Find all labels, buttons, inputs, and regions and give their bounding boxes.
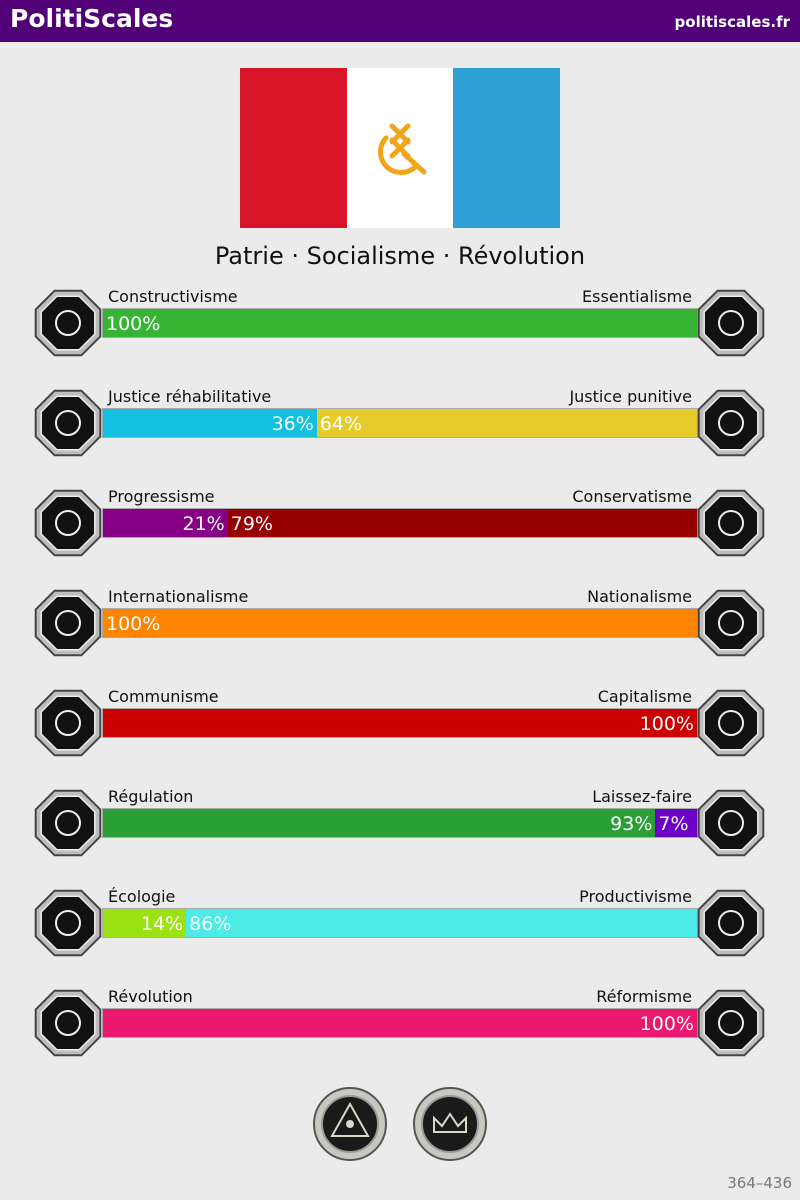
axis-bar bbox=[102, 708, 698, 738]
axis-bar bbox=[102, 808, 698, 838]
plant-icon bbox=[32, 887, 104, 959]
axis-right-label: Capitalisme bbox=[597, 687, 692, 706]
axis-left-segment bbox=[103, 509, 228, 537]
axis-bar bbox=[102, 608, 698, 638]
axis-right-segment bbox=[228, 509, 697, 537]
axis-right-percent: 100% bbox=[639, 713, 694, 735]
fist-icon bbox=[32, 987, 104, 1059]
axis-left-percent: 14% bbox=[140, 913, 184, 935]
axis-bar bbox=[102, 408, 698, 438]
axis-left-percent: 100% bbox=[106, 613, 161, 635]
axis-row bbox=[0, 287, 800, 367]
axis-left-label: Communisme bbox=[108, 687, 219, 706]
axis-row bbox=[0, 387, 800, 467]
axis-right-label: Laissez-faire bbox=[592, 787, 692, 806]
axis-right-segment bbox=[103, 709, 697, 737]
crown-badge-icon[interactable] bbox=[412, 1086, 488, 1162]
axis-row bbox=[0, 987, 800, 1067]
result-flag bbox=[240, 68, 560, 228]
axis-right-label: Productivisme bbox=[579, 887, 692, 906]
axis-left-segment bbox=[103, 309, 697, 337]
axis-row bbox=[0, 587, 800, 667]
axis-right-percent: 64% bbox=[319, 413, 363, 435]
axis-bar bbox=[102, 308, 698, 338]
ballot-icon bbox=[695, 987, 767, 1059]
axis-right-label: Essentialisme bbox=[582, 287, 692, 306]
handshake-icon bbox=[32, 387, 104, 459]
ruler-icon bbox=[32, 787, 104, 859]
axis-left-segment bbox=[103, 409, 317, 437]
site-link[interactable]: politiscales.fr bbox=[674, 13, 790, 31]
axis-left-label: Écologie bbox=[108, 887, 176, 906]
axis-left-segment bbox=[103, 809, 655, 837]
globe-icon bbox=[32, 587, 104, 659]
axis-left-label: Justice réhabilitative bbox=[108, 387, 272, 406]
axis-bar bbox=[102, 908, 698, 938]
axis-right-label: Conservatisme bbox=[572, 487, 692, 506]
axis-left-percent: 93% bbox=[610, 813, 653, 835]
money-bag-icon bbox=[695, 687, 767, 759]
axis-left-percent: 21% bbox=[182, 513, 225, 535]
axis-left-label: Internationalisme bbox=[108, 587, 249, 606]
brand-title: PolitiScales bbox=[10, 4, 174, 33]
axis-bar bbox=[102, 508, 698, 538]
quill-icon bbox=[695, 487, 767, 559]
axis-right-label: Justice punitive bbox=[569, 387, 692, 406]
axis-row bbox=[0, 487, 800, 567]
axis-right-percent: 100% bbox=[639, 1013, 694, 1035]
axis-right-label: Réformisme bbox=[596, 987, 692, 1006]
axis-right-label: Nationalisme bbox=[587, 587, 692, 606]
motto: Patrie · Socialisme · Révolution bbox=[214, 242, 586, 270]
axis-right-segment bbox=[186, 909, 697, 937]
axis-left-label: Révolution bbox=[108, 987, 193, 1006]
axis-bar bbox=[102, 1008, 698, 1038]
axis-left-percent: 36% bbox=[271, 413, 314, 435]
axis-right-segment bbox=[655, 809, 697, 837]
axis-left-label: Constructivisme bbox=[108, 287, 238, 306]
rocket-icon bbox=[32, 487, 104, 559]
header-bar bbox=[0, 0, 800, 42]
gear-icon bbox=[695, 887, 767, 959]
hammer-sickle-icon bbox=[32, 687, 104, 759]
score-range: 364–436 bbox=[727, 1174, 792, 1192]
axis-right-segment bbox=[317, 409, 697, 437]
axis-right-percent: 7% bbox=[658, 813, 689, 835]
eye-icon bbox=[32, 287, 104, 359]
butterfly-icon bbox=[695, 787, 767, 859]
axis-left-label: Régulation bbox=[108, 787, 194, 806]
prison-bars-icon bbox=[695, 387, 767, 459]
axis-row bbox=[0, 887, 800, 967]
axis-row bbox=[0, 687, 800, 767]
axis-right-percent: 79% bbox=[230, 513, 273, 535]
axis-left-percent: 100% bbox=[106, 313, 161, 335]
eye-pyramid-badge-icon[interactable] bbox=[312, 1086, 388, 1162]
axis-right-percent: 86% bbox=[189, 913, 232, 935]
axis-left-segment bbox=[103, 609, 697, 637]
axis-left-segment bbox=[103, 909, 186, 937]
flag-icon bbox=[695, 587, 767, 659]
flower-icon bbox=[695, 287, 767, 359]
axis-right-segment bbox=[103, 1009, 697, 1037]
axis-row bbox=[0, 787, 800, 867]
axis-left-label: Progressisme bbox=[108, 487, 215, 506]
